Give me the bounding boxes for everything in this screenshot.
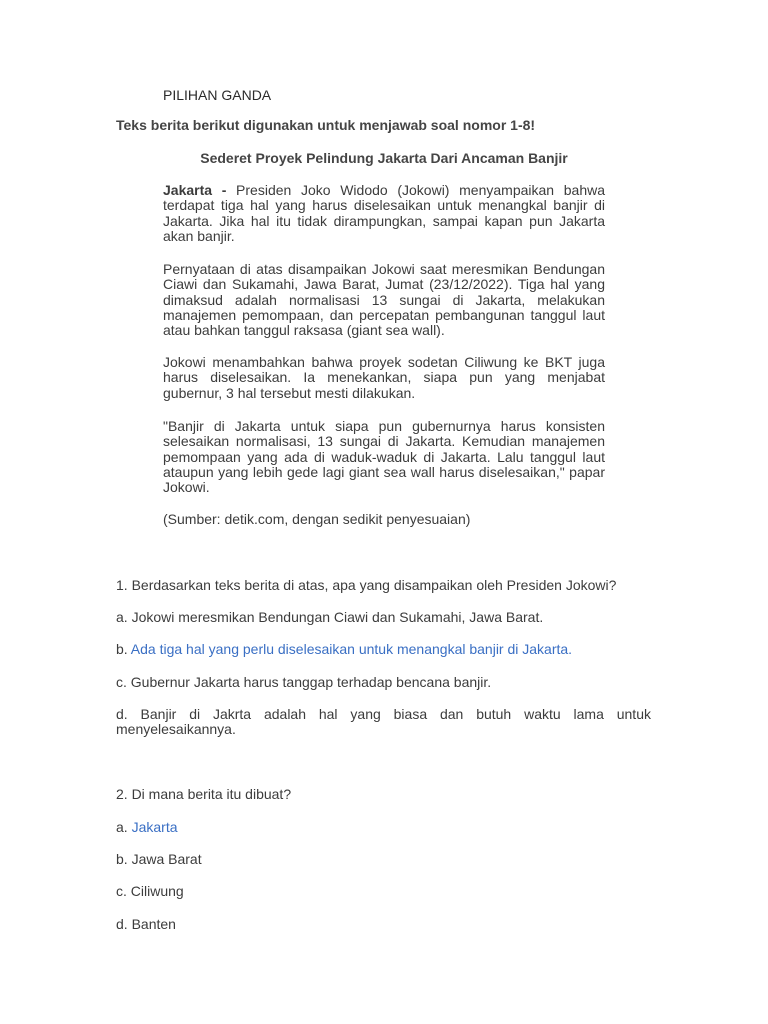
option-letter: a. (116, 609, 132, 625)
question-2-option-a (116, 820, 651, 835)
question-2-option-d (116, 917, 651, 932)
article-paragraph-1 (163, 183, 605, 244)
article-paragraph-2: Pernyataan di atas disampaikan Jokowi saat meresmikan Bendungan Ciawi dan Sukamahi, Jawa Barat, Jumat (23/12/2022). Tiga hal yang dimaksud adalah normalisasi 13 sungai di Jakarta, melakukan manajemen pemompaan, dan percepatan pembangunan tanggul laut atau bahkan tanggul raksasa (giant sea wall). (163, 261, 605, 339)
question-1-option-b (116, 642, 651, 657)
question-2-option-b (116, 852, 651, 867)
option-letter: d. (116, 916, 132, 932)
option-letter: a. (116, 819, 132, 835)
option-letter: c. (116, 674, 131, 690)
option-letter: d. (116, 706, 141, 722)
article-paragraph-3: Jokowi menambahkan bahwa proyek sodetan Ciliwung ke BKT juga harus diselesaikan. Ia menekankan, siapa pun yang menjabat gubernur, 3 hal tersebut mesti dilakukan. (163, 354, 605, 401)
option-letter: b. (116, 641, 131, 657)
option-letter: c. (116, 883, 131, 899)
option-text: Gubernur Jakarta harus tanggap terhadap bencana banjir. (130, 674, 492, 690)
option-text: Ciliwung (130, 883, 184, 899)
instruction-text: Teks berita berikut digunakan untuk menjawab soal nomor 1-8! (116, 117, 536, 133)
question-2-option-c (116, 884, 651, 899)
question-1-option-a (116, 610, 651, 625)
section-heading: PILIHAN GANDA (163, 87, 272, 103)
question-1-option-c (116, 675, 651, 690)
option-text: Banten (131, 916, 176, 932)
article-dateline: Jakarta - (163, 182, 237, 198)
article-paragraph-4: "Banjir di Jakarta untuk siapa pun gubernurnya harus konsisten selesaikan normalisasi, 13 sungai di Jakarta. Kemudian manajemen pemompaan yang ada di waduk-waduk di Jakarta. Lalu tanggul laut ataupun yang lebih gede lagi giant sea wall harus diselesaikan," papar Jokowi. (163, 418, 605, 496)
option-letter: b. (116, 851, 132, 867)
article-paragraph-1-text: Presiden Joko Widodo (Jokowi) menyampaikan bahwa terdapat tiga hal yang harus diselesaikan untuk menangkal banjir di Jakarta. Jika hal itu tidak dirampungkan, sampai kapan pun Jakarta akan banjir. (163, 182, 605, 244)
question-1-option-d (116, 707, 651, 738)
article-title: Sederet Proyek Pelindung Jakarta Dari Ancaman Banjir (200, 150, 568, 166)
option-text-highlighted: Jakarta (131, 819, 178, 835)
option-text: Banjir di Jakrta adalah hal yang biasa dan butuh waktu lama untuk menyelesaikannya. (116, 706, 651, 738)
option-text: Jokowi meresmikan Bendungan Ciawi dan Sukamahi, Jawa Barat. (131, 609, 544, 625)
option-text: Jawa Barat (131, 851, 202, 867)
article-source: (Sumber: detik.com, dengan sedikit penyesuaian) (163, 511, 471, 527)
option-text-highlighted: Ada tiga hal yang perlu diselesaikan untuk menangkal banjir di Jakarta. (130, 641, 573, 657)
question-1-text: 1. Berdasarkan teks berita di atas, apa yang disampaikan oleh Presiden Jokowi? (116, 577, 617, 593)
question-2-text: 2. Di mana berita itu dibuat? (116, 786, 292, 802)
